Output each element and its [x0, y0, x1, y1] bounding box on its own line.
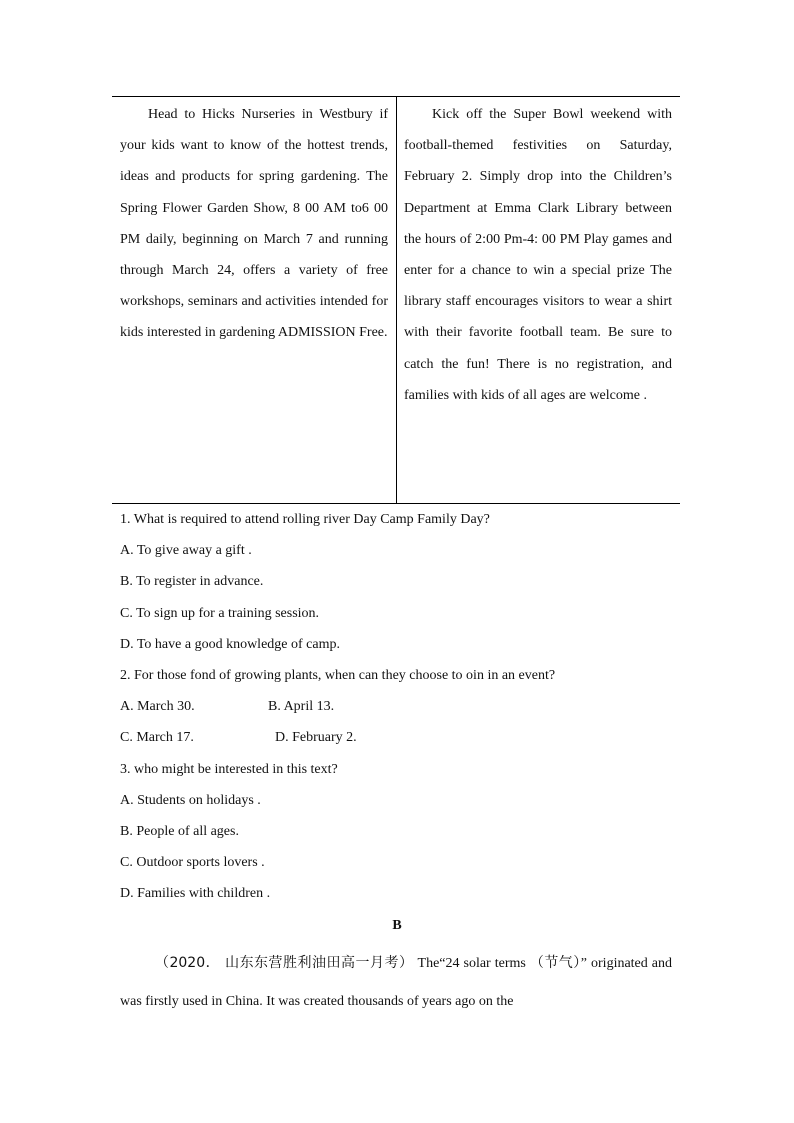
question-1-option-a: A. To give away a gift .: [120, 543, 252, 559]
passage-b-source: （2020． 山东东营胜利油田高一月考）: [155, 955, 414, 971]
question-1-stem: 1. What is required to attend rolling river Day Camp Family Day?: [120, 512, 490, 527]
question-2-option-c: C. March 17.: [120, 730, 194, 746]
question-3-option-b: B. People of all ages.: [120, 823, 239, 839]
question-3-option-d: D. Families with children .: [120, 886, 271, 902]
ad-right-text: Kick off the Super Bowl weekend with football-themed festivities on Saturday, February 2. Simply drop into the Children’s Department at Emma Clark Library between the hours of 2:00 Pm-4: 00 PM Play games and enter for a chance to win a special prize The library staff encourages visitors to wear a shirt with their favorite football team. Be sure to catch the fun! There is no registration, and families with kids of all ages are welcome .: [404, 107, 672, 403]
question-3-stem: 3. who might be interested in this text?: [120, 761, 338, 777]
question-2-option-b: B. April 13.: [268, 699, 335, 715]
question-3-option-a: A. Students on holidays .: [120, 792, 261, 808]
ad-table: [112, 96, 680, 504]
question-2-options-row-2: [120, 722, 680, 753]
column-divider: [396, 97, 397, 503]
question-3-option-c: C. Outdoor sports lovers .: [120, 855, 265, 871]
ad-hicks-nurseries: [120, 99, 388, 349]
question-1-option-c: C. To sign up for a training session.: [120, 605, 320, 621]
question-2-option-d: D. February 2.: [275, 730, 357, 746]
question-2-stem: 2. For those fond of growing plants, when can they choose to oin in an event?: [120, 667, 556, 683]
questions: [120, 504, 680, 909]
ad-super-bowl: [404, 99, 672, 411]
passage-b: [120, 944, 672, 1021]
question-2-option-a: A. March 30.: [120, 699, 195, 715]
question-1-option-d: D. To have a good knowledge of camp.: [120, 636, 340, 652]
passage-b-paragraph: [120, 944, 672, 1021]
question-1-option-b: B. To register in advance.: [120, 574, 264, 590]
section-b-heading: B: [392, 918, 402, 933]
passage-b-text: The“24 solar terms （节气）” originated and was firstly used in China. It was created thousands of years ago on the: [120, 956, 672, 1009]
question-2-options-row-1: [120, 691, 680, 722]
ad-left-text: Head to Hicks Nurseries in Westbury if your kids want to know of the hottest trends, ideas and products for spring gardening. The Spring Flower Garden Show, 8 00 AM to6 00 PM daily, beginning on March 7 and running through March 24, offers a variety of free workshops, seminars and activities intended for kids interested in gardening ADMISSION Free.: [120, 107, 388, 341]
